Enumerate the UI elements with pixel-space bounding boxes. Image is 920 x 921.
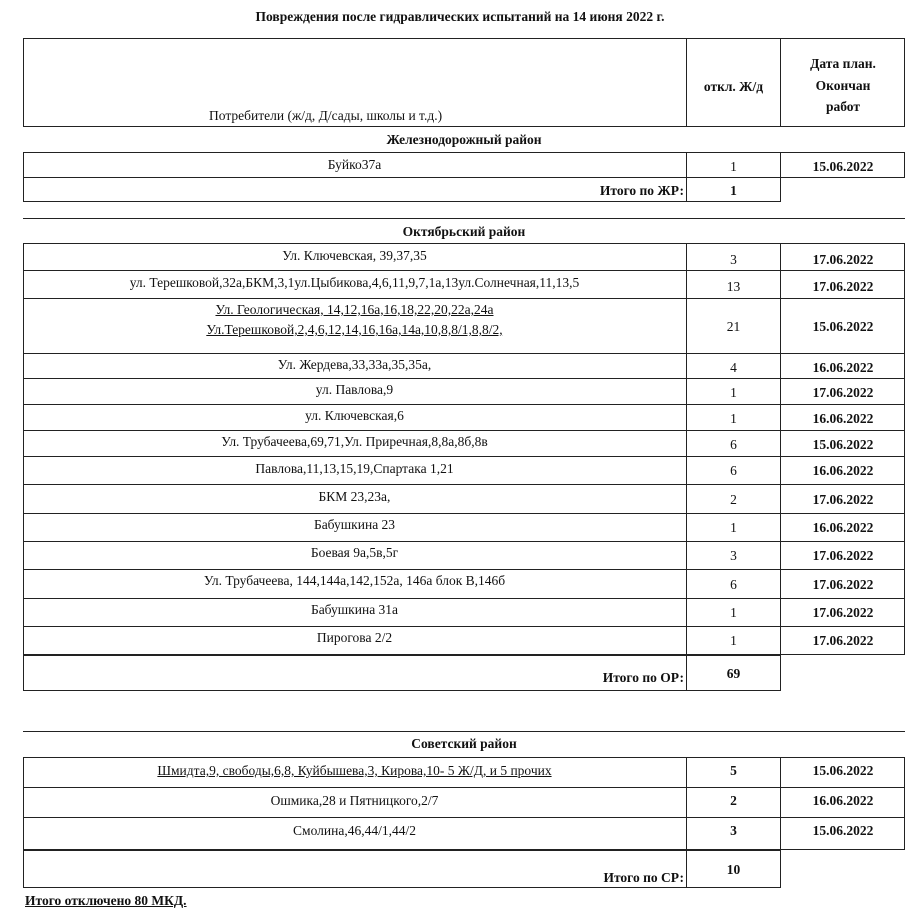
row-count: 1 (730, 605, 737, 620)
row-address: Ошмика,28 и Пятницкого,2/7 (270, 793, 439, 808)
row-date: 15.06.2022 (812, 823, 874, 838)
row-date: 17.06.2022 (812, 605, 874, 620)
row-address: ул. Павлова,9 (315, 382, 394, 397)
row-date: 17.06.2022 (812, 633, 874, 648)
row-address: Ул. Жердева,33,33а,35,35а, (277, 357, 432, 372)
row-date: 15.06.2022 (812, 319, 874, 334)
row-count: 1 (730, 520, 737, 535)
row-count: 3 (730, 548, 737, 563)
row-date: 16.06.2022 (812, 360, 874, 375)
row-count: 13 (726, 279, 741, 294)
row-count: 1 (730, 159, 737, 174)
row-count: 6 (730, 463, 737, 478)
section-title-or: Октябрьский район (402, 224, 526, 239)
row-count: 6 (730, 577, 737, 592)
total-value-sr: 10 (726, 862, 741, 877)
header-consumers: Потребители (ж/д, Д/сады, школы и т.д.) (209, 108, 443, 123)
section-title-zhr: Железнодорожный район (386, 132, 542, 147)
header-date-line-3: работ (825, 99, 861, 114)
row-address: Буйко37а (327, 157, 382, 172)
section-title-sr: Советский район (411, 736, 517, 751)
row-address: Смолина,46,44/1,44/2 (293, 823, 416, 838)
row-date: 16.06.2022 (812, 411, 874, 426)
row-address: Пирогова 2/2 (316, 630, 393, 645)
row-date: 17.06.2022 (812, 492, 874, 507)
row-date: 17.06.2022 (812, 548, 874, 563)
row-date: 15.06.2022 (812, 159, 874, 174)
row-count: 1 (730, 633, 737, 648)
row-date: 16.06.2022 (812, 793, 874, 808)
header-date-line-2: Окончан (815, 78, 871, 93)
row-address: Ул. Ключевская, 39,37,35 (282, 248, 427, 263)
row-date: 16.06.2022 (812, 463, 874, 478)
row-address: Бабушкина 23 (313, 517, 396, 532)
header-disconnected: откл. Ж/д (703, 79, 764, 94)
total-value-or: 69 (726, 666, 741, 681)
row-address: Шмидта,9, свободы,6,8, Куйбышева,3, Кирова,10- 5 Ж/Д, и 5 прочих (157, 763, 552, 778)
row-date: 15.06.2022 (812, 437, 874, 452)
row-count: 3 (730, 252, 737, 267)
total-value-zhr: 1 (730, 183, 737, 198)
row-address: Бабушкина 31а (310, 602, 399, 617)
page-title: Повреждения после гидравлических испытаний на 14 июня 2022 г. (255, 9, 665, 24)
row-count: 21 (726, 319, 741, 334)
row-address: Ул. Трубачеева,69,71,Ул. Приречная,8,8а,8б,8в (221, 434, 488, 449)
row-address: Павлова,11,13,15,19,Спартака 1,21 (255, 461, 454, 476)
row-date: 17.06.2022 (812, 252, 874, 267)
header-date-line-1: Дата план. (810, 56, 876, 71)
row-count: 2 (730, 492, 737, 507)
row-address: Ул. Трубачеева, 144,144а,142,152а, 146а блок В,146б (203, 573, 506, 588)
row-address-line-1: Ул. Геологическая, 14,12,16а,16,18,22,20,22а,24а (215, 302, 494, 317)
row-count: 6 (730, 437, 737, 452)
row-count: 2 (730, 793, 737, 808)
row-address: ул. Терешковой,32а,БКМ,3,1ул.Цыбикова,4,6,11,9,7,1а,13ул.Солнечная,11,13,5 (129, 275, 580, 290)
row-date: 17.06.2022 (812, 385, 874, 400)
row-address: Боевая 9а,5в,5г (310, 545, 399, 560)
row-count: 5 (730, 763, 737, 778)
row-address: ул. Ключевская,6 (305, 408, 404, 423)
grand-total: Итого отключено 80 МКД. (25, 893, 187, 908)
row-address-line-2: Ул.Терешковой,2,4,6,12,14,16,16а,14а,10,8,8/1,8,8/2, (206, 322, 503, 337)
total-label-zhr: Итого по ЖР: (599, 183, 684, 198)
row-count: 4 (730, 360, 737, 375)
row-count: 3 (730, 823, 737, 838)
row-date: 17.06.2022 (812, 279, 874, 294)
row-date: 17.06.2022 (812, 577, 874, 592)
row-count: 1 (730, 385, 737, 400)
row-address: БКМ 23,23а, (318, 489, 391, 504)
total-label-or: Итого по ОР: (602, 670, 684, 685)
row-count: 1 (730, 411, 737, 426)
row-date: 15.06.2022 (812, 763, 874, 778)
total-label-sr: Итого по СР: (603, 870, 684, 885)
row-date: 16.06.2022 (812, 520, 874, 535)
